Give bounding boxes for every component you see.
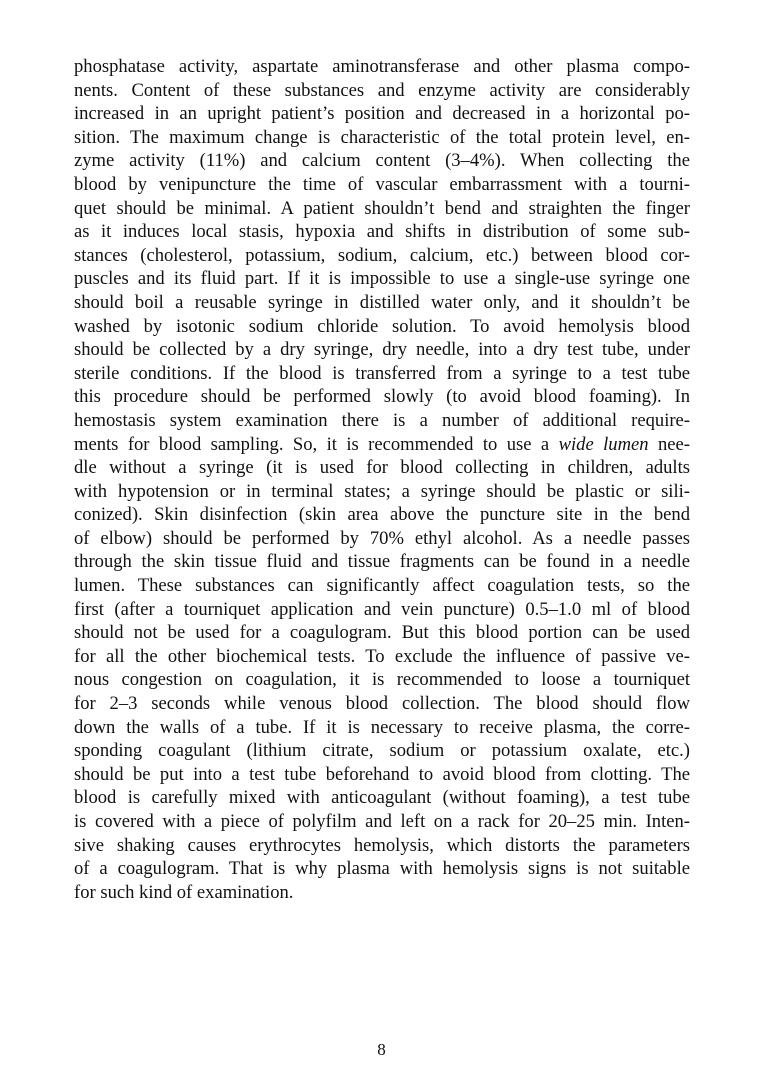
text-line: of a coagulogram. That is why plasma with hemolysis signs is not suitable	[74, 858, 690, 880]
text-line: through the skin tissue fluid and tissue fragments can be found in a needle	[74, 551, 690, 573]
text-line: of elbow) should be performed by 70% ethyl alcohol. As a needle passes	[74, 527, 690, 549]
text-line: blood by venipuncture the time of vascular embarrassment with a tourni-	[74, 173, 690, 195]
text-line: nous congestion on coagulation, it is recommended to loose a tourniquet	[74, 669, 690, 691]
text-line: this procedure should be performed slowly (to avoid blood foaming). In	[74, 386, 690, 408]
text-line: conized). Skin disinfection (skin area above the puncture site in the bend	[74, 504, 690, 526]
text-line: washed by isotonic sodium chloride solution. To avoid hemolysis blood	[74, 315, 690, 337]
text-line: sterile conditions. If the blood is transferred from a syringe to a test tube	[74, 362, 690, 384]
text-line: with hypotension or in terminal states; a syringe should be plastic or sili-	[74, 480, 690, 502]
text-line: increased in an upright patient’s position and decreased in a horizontal po-	[74, 103, 690, 125]
text-line: quet should be minimal. A patient shouldn’t bend and straighten the finger	[74, 197, 690, 219]
body-paragraph	[74, 55, 690, 904]
text-line: should be put into a test tube beforehand to avoid blood from clotting. The	[74, 763, 690, 785]
text-line: blood is carefully mixed with anticoagulant (without foaming), a test tube	[74, 787, 690, 809]
text-line: zyme activity (11%) and calcium content (3–4%). When collecting the	[74, 150, 690, 172]
text-line: dle without a syringe (it is used for blood collecting in children, adults	[74, 457, 690, 479]
text-line: stances (cholesterol, potassium, sodium, calcium, etc.) between blood cor-	[74, 244, 690, 266]
emphasis-term: wide lumen	[558, 433, 649, 455]
text-line: first (after a tourniquet application and vein puncture) 0.5–1.0 ml of blood	[74, 598, 690, 620]
text-line: should be collected by a dry syringe, dry needle, into a dry test tube, under	[74, 339, 690, 361]
text-line: for all the other biochemical tests. To exclude the influence of passive ve-	[74, 645, 690, 667]
text-line: sition. The maximum change is characteristic of the total protein level, en-	[74, 126, 690, 148]
text-line: as it induces local stasis, hypoxia and shifts in distribution of some sub-	[74, 221, 690, 243]
text-line: lumen. These substances can significantly affect coagulation tests, so the	[74, 575, 690, 597]
text-line: sponding coagulant (lithium citrate, sodium or potassium oxalate, etc.)	[74, 740, 690, 762]
text-line: should not be used for a coagulogram. But this blood portion can be used	[74, 622, 690, 644]
text-line-with-emphasis	[74, 433, 690, 457]
text-line: nents. Content of these substances and enzyme activity are considerably	[74, 79, 690, 101]
text-line: sive shaking causes erythrocytes hemolysis, which distorts the parameters	[74, 834, 690, 856]
text-line: puscles and its fluid part. If it is impossible to use a single-use syringe one	[74, 268, 690, 290]
text-line: down the walls of a tube. If it is necessary to receive plasma, the corre-	[74, 716, 690, 738]
text-line: hemostasis system examination there is a number of additional require-	[74, 409, 690, 431]
text-line-last: for such kind of examination.	[74, 881, 294, 903]
line-text-after: nee-	[648, 433, 690, 455]
text-line: is covered with a piece of polyfilm and left on a rack for 20–25 min. Inten-	[74, 811, 690, 832]
text-line: for 2–3 seconds while venous blood collection. The blood should flow	[74, 693, 690, 715]
text-line: should boil a reusable syringe in distilled water only, and it shouldn’t be	[74, 291, 690, 313]
text-line: phosphatase activity, aspartate aminotransferase and other plasma compo-	[74, 56, 690, 77]
page-number: 8	[377, 1040, 386, 1059]
line-text-before: ments for blood sampling. So, it is recommended to use a	[74, 433, 559, 455]
